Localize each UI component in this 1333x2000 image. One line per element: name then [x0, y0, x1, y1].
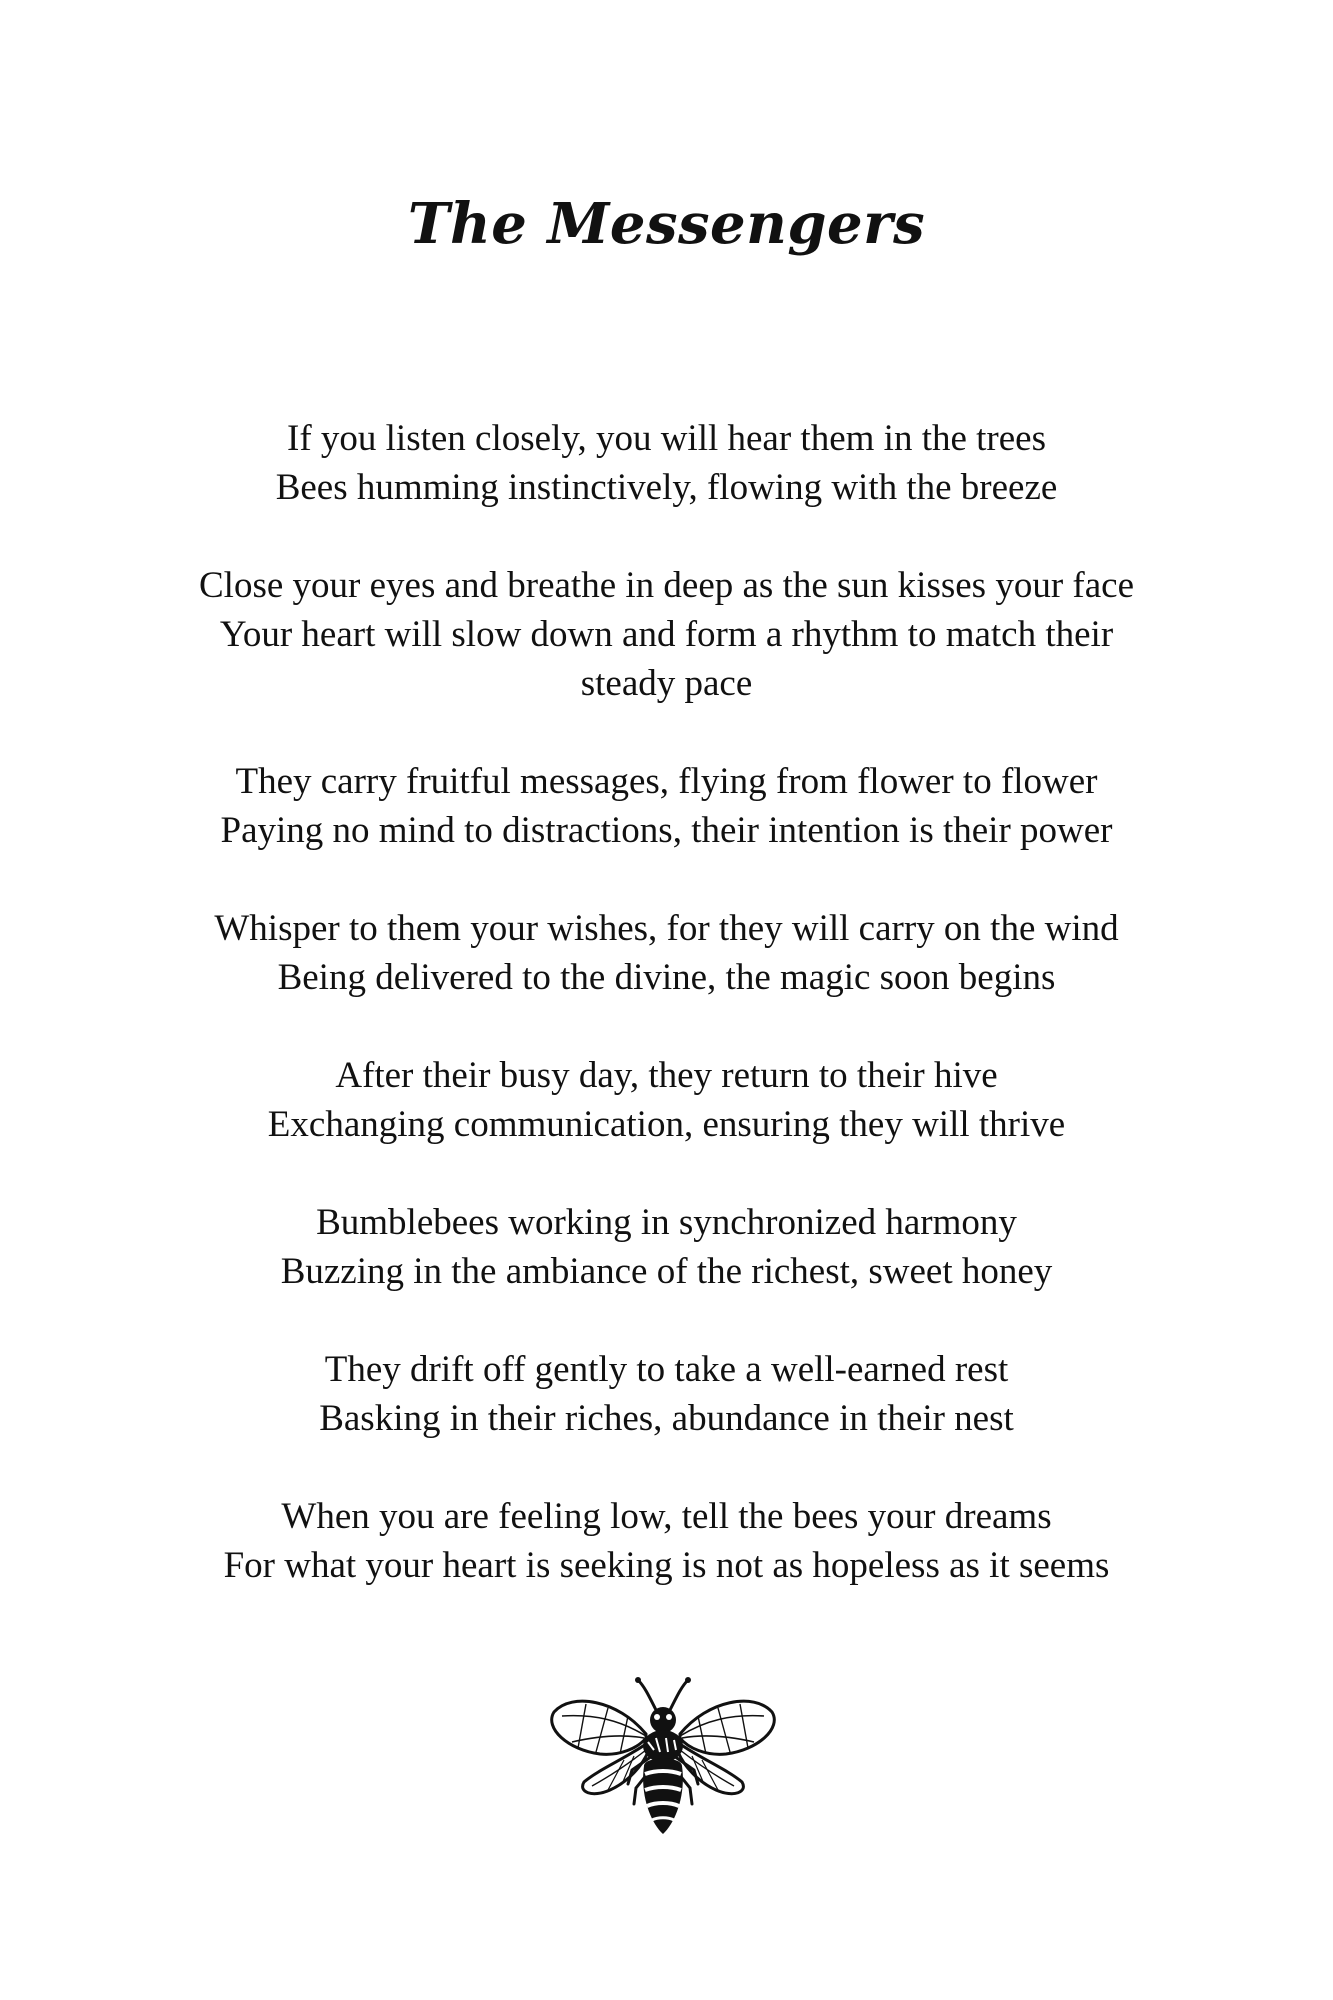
stanza — [0, 904, 1333, 1002]
poem-line: Buzzing in the ambiance of the richest, sweet honey — [280, 1251, 1053, 1292]
bee-icon — [548, 1672, 778, 1842]
poem-line: After their busy day, they return to their hive — [335, 1055, 998, 1096]
stanza — [0, 1345, 1333, 1443]
poem-line: Bees humming instinctively, flowing with the breeze — [275, 467, 1058, 508]
poem-line: They carry fruitful messages, flying from flower to flower — [235, 761, 1098, 802]
poem-line: For what your heart is seeking is not as hopeless as it seems — [223, 1545, 1110, 1586]
stanza — [0, 1492, 1333, 1590]
poem-line: Basking in their riches, abundance in their nest — [319, 1398, 1014, 1439]
poem-line: Being delivered to the divine, the magic soon begins — [277, 957, 1056, 998]
poem-line: steady pace — [580, 663, 753, 704]
stanza — [0, 1051, 1333, 1149]
stanza — [0, 414, 1333, 512]
poem-line: Close your eyes and breathe in deep as the sun kisses your face — [199, 565, 1134, 606]
stanza — [0, 1198, 1333, 1296]
poem-line: When you are feeling low, tell the bees your dreams — [281, 1496, 1052, 1537]
poem-body — [0, 414, 1333, 1639]
poem-line: They drift off gently to take a well-earned rest — [324, 1349, 1009, 1390]
poem-title: The Messengers — [407, 191, 926, 257]
poem-line: If you listen closely, you will hear them in the trees — [287, 418, 1046, 459]
poem-line: Whisper to them your wishes, for they will carry on the wind — [214, 908, 1119, 949]
stanza — [0, 757, 1333, 855]
stanza — [0, 561, 1333, 708]
poem-line: Paying no mind to distractions, their intention is their power — [220, 810, 1113, 851]
poem-line: Exchanging communication, ensuring they will thrive — [267, 1104, 1066, 1145]
poem-line: Your heart will slow down and form a rhythm to match their — [219, 614, 1114, 655]
poem-line: Bumblebees working in synchronized harmony — [316, 1202, 1017, 1243]
